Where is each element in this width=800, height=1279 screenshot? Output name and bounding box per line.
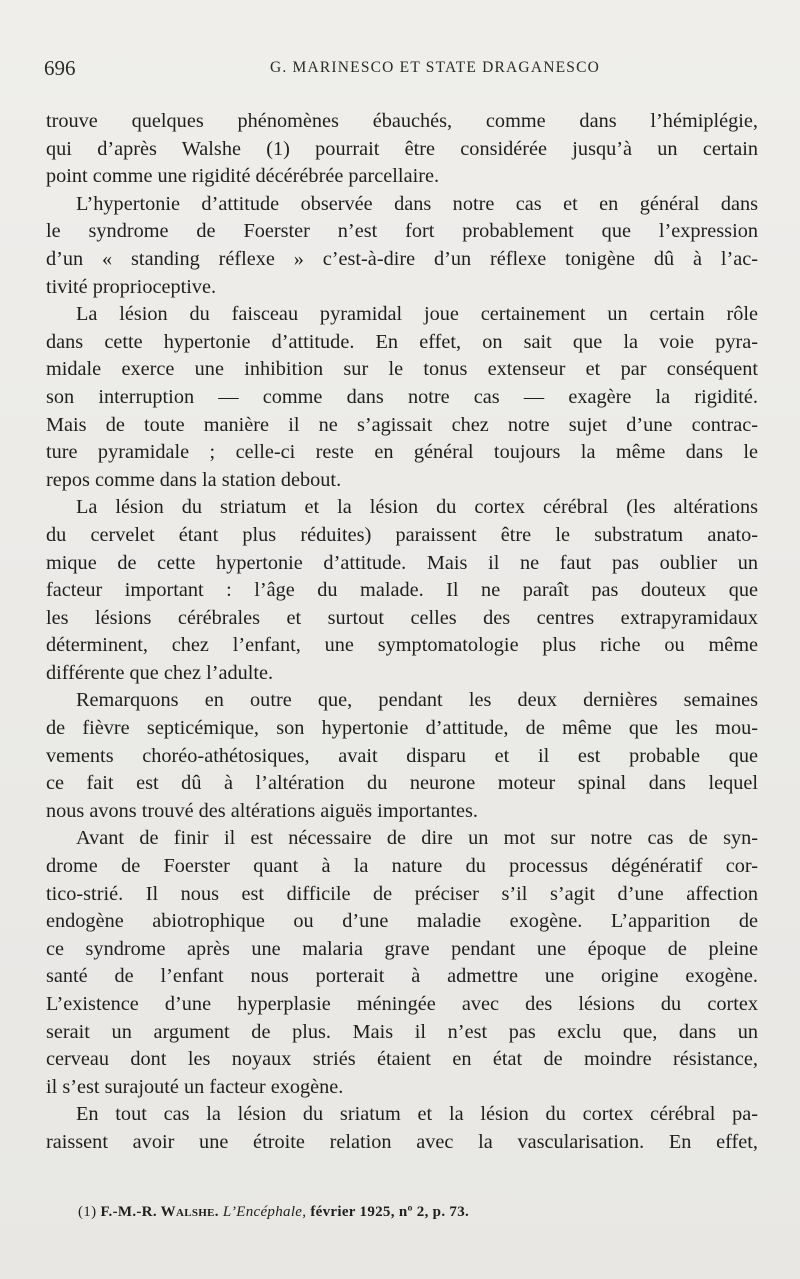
text-line: les lésions cérébrales et surtout celles des centres extrapyramidaux (46, 606, 758, 629)
text-line: Remarquons en outre que, pendant les deux dernières semaines (76, 689, 758, 712)
text-line: vements choréo-athétosiques, avait disparu et il est probable que (46, 744, 758, 767)
text-line: tivité proprioceptive. (46, 275, 217, 298)
paragraph (46, 494, 758, 687)
text-line: nous avons trouvé des altérations aiguës importantes. (46, 799, 479, 822)
text-line: différente que chez l’adulte. (46, 661, 274, 684)
text-line: Avant de finir il est nécessaire de dire un mot sur notre cas de syn- (76, 827, 758, 850)
text-line: L’existence d’une hyperplasie méningée avec des lésions du cortex (46, 993, 758, 1015)
text-line: ture pyramidale ; celle-ci reste en général toujours la même dans le (46, 441, 758, 464)
text-line: En tout cas la lésion du sriatum et la lésion du cortex cérébral pa- (76, 1103, 758, 1126)
text-line: dans cette hypertonie d’attitude. En effet, on sait que la voie pyra- (46, 330, 758, 353)
paragraph (46, 301, 758, 494)
footnote-journal: L’Encéphale, (222, 1204, 307, 1220)
text-line: repos comme dans la station debout. (46, 468, 342, 491)
text-line: serait un argument de plus. Mais il n’est pas exclu que, dans un (46, 1020, 758, 1043)
text-line: cerveau dont les noyaux striés étaient en état de moindre résistance, (46, 1048, 758, 1071)
running-title: G. MARINESCO ET STATE DRAGANESCO (269, 59, 601, 76)
running-head (44, 56, 756, 84)
text-line: qui d’après Walshe (1) pourrait être considérée jusqu’à un certain (46, 137, 758, 160)
text-line: La lésion du striatum et la lésion du cortex cérébral (les altérations (76, 496, 758, 519)
paragraph (46, 687, 758, 825)
footnote-details: février 1925, nº 2, p. 73. (310, 1204, 470, 1220)
text-line: santé de l’enfant nous porterait à admettre une origine exogène. (46, 965, 758, 988)
text-line: Mais de toute manière il ne s’agissait chez notre sujet d’une contrac- (46, 413, 758, 436)
paragraph (46, 825, 758, 1101)
text-line: drome de Foerster quant à la nature du processus dégénératif cor- (46, 855, 758, 878)
footnote (78, 1204, 778, 1221)
text-line: facteur important : l’âge du malade. Il ne paraît pas douteux que (46, 579, 758, 602)
text-line: le syndrome de Foerster n’est fort probablement que l’expression (46, 220, 758, 243)
text-line: point comme une rigidité décérébrée parcellaire. (46, 165, 440, 188)
text-line: raissent avoir une étroite relation avec la vascularisation. En effet, (46, 1130, 758, 1153)
text-line: déterminent, chez l’enfant, une symptomatologie plus riche ou même (46, 634, 758, 657)
text-line: trouve quelques phénomènes ébauchés, comme dans l’hémiplégie, (46, 110, 758, 132)
text-line: d’un « standing réflexe » c’est-à-dire d’un réflexe tonigène dû à l’ac- (46, 247, 758, 270)
text-line: ce syndrome après une malaria grave pendant une époque de pleine (46, 937, 758, 960)
footnote-marker: (1) (78, 1204, 97, 1220)
text-line: son interruption — comme dans notre cas — exagère la rigidité. (46, 385, 758, 408)
text-line: ce fait est dû à l’altération du neurone moteur spinal dans lequel (46, 772, 758, 795)
paragraph (46, 1101, 758, 1156)
text-line: du cervelet étant plus réduites) paraissent être le substratum anato- (46, 523, 758, 546)
text-line: tico-strié. Il nous est difficile de préciser s’il s’agit d’une affection (46, 882, 758, 905)
text-line: il s’est surajouté un facteur exogène. (46, 1075, 344, 1098)
text-line: midale exerce une inhibition sur le tonus extenseur et par conséquent (46, 358, 758, 381)
text-line: endogène abiotrophique ou d’une maladie exogène. L’apparition de (46, 910, 758, 933)
text-line: La lésion du faisceau pyramidal joue certainement un certain rôle (76, 303, 758, 326)
body-text (46, 108, 758, 1157)
page-number: 696 (44, 56, 76, 80)
footnote-author: F.-M.-R. Walshe. (100, 1204, 219, 1220)
text-line: mique de cette hypertonie d’attitude. Mais il ne faut pas oublier un (46, 551, 758, 574)
paragraph (46, 108, 758, 191)
text-line: de fièvre septicémique, son hypertonie d’attitude, de même que les mou- (46, 717, 758, 740)
text-line: L’hypertonie d’attitude observée dans notre cas et en général dans (76, 192, 758, 215)
paragraph (46, 191, 758, 301)
